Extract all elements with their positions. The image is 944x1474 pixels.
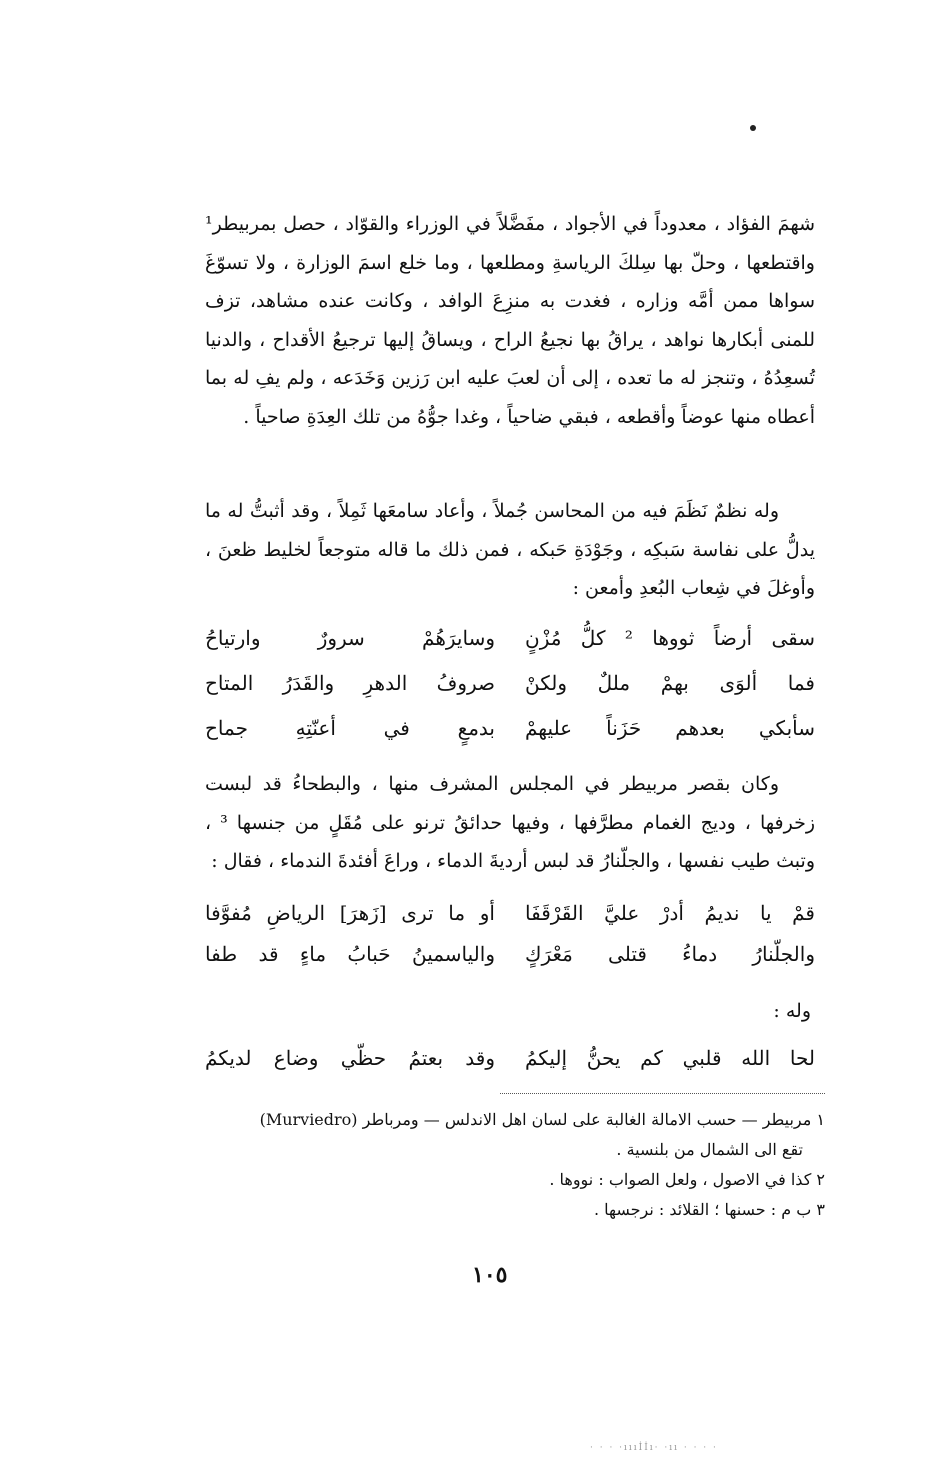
poem-1-verse-2 xyxy=(205,663,815,703)
hemistich-left: بدمعٍ في أعنّتِهِ جماح xyxy=(205,716,495,740)
paragraph-3-block xyxy=(205,765,815,881)
footnote-2: ٢ كذا في الاصول ، ولعل الصواب : نووها . xyxy=(549,1170,825,1189)
hemistich-left: وسايرَهُمْ سرورٌ وارتياحُ xyxy=(205,626,495,650)
hemistich-right: سأبكي بعدهم حَزَناً عليهمْ xyxy=(525,716,815,740)
poem-intro: وله : xyxy=(773,1000,811,1022)
hemistich-right: قمْ يا نديمُ أدرْ عليَّ القَرْقَفَا xyxy=(525,901,815,925)
page-number: ١٠٥ xyxy=(472,1262,508,1288)
hemistich-right: لحا الله قلبي كم يحنُّ إليكمُ xyxy=(525,1046,815,1070)
poem-1-verse-3 xyxy=(205,708,815,748)
poem-2-verse-1 xyxy=(205,893,815,933)
footnote-1: ١ مربيطر — حسب الامالة الغالبة على لسان اهل الاندلس — ومرباطر (Murviedro) xyxy=(259,1110,825,1129)
hemistich-left: أو ما ترى [زَهرَ] الرياضِ مُفوَّفا xyxy=(205,901,495,925)
footnote-1-continuation: تقع الى الشمال من بلنسية . xyxy=(616,1140,803,1159)
hemistich-left: صروفُ الدهرِ والقَدَرُ المتاح xyxy=(205,671,495,695)
paragraph-1-block xyxy=(205,205,815,436)
footnote-3: ٣ ب م : حسنها ؛ القلائد : نرجسها . xyxy=(593,1200,825,1219)
poem-1 xyxy=(205,618,815,748)
footnotes xyxy=(205,1105,825,1225)
paragraph-1: شهمَ الفؤاد ، معدوداً في الأجواد ، مفَضَّلاً في الوزراء والقوّاد ، حصل بمربيطر¹ واقتطعها ، وحلّ بها سِلكَ الرياسةِ ومطلعها ، وما خلع اسمَ الوزارة ، ولا تسوّغَ سواها ممن أمَّه وزاره ، فغدت به منزِعَ الوافد ، وكانت عنده مشاهد، تزف للمنى أبكارها نواهد ، يراقُ بها نجيعُ الراح ، ويساقُ إليها ترجيعُ الأقداح ، والدنيا تُسعِدُهُ ، وتنجز له ما تعده ، إلى أن لعبَ عليه ابن رَزين وَخَدَعه ، ولم يفِ له بما أعطاه منها عوضاً وأقطعه ، فبقي ضاحياً ، وغدا جوُّهُ من تلك العِدَةِ صاحياً . xyxy=(205,213,815,428)
poem-3 xyxy=(205,1038,815,1078)
hemistich-right: سقى أرضاً ثووها ² كلُّ مُزْنٍ xyxy=(525,626,815,650)
hemistich-right: والجلّنارُ دماءُ قتلى مَعْرَكٍ xyxy=(525,942,815,966)
paragraph-3: وكان بقصر مربيطر في المجلس المشرف منها ، والبطحاءُ قد لبست زخرفها ، وديج الغمام مطرَّفها ، وفيها حدائقُ ترنو على مُقَلٍ من جنسها ³ ، وتبث طيب نفسها ، والجلّنارُ قد لبس أرديةَ الدماء ، وراعَ أفئدةَ الندماء ، فقال : xyxy=(205,773,815,872)
poem-3-verse-1 xyxy=(205,1038,815,1078)
paragraph-2: وله نظمٌ نَظَمَ فيه من المحاسن جُملاً ، وأعاد سامعَها ثَمِلاً ، وقد أثبتُّ له ما يدلُّ على نفاسة سَبكِه ، وجَوْدَةِ حَبكه ، فمن ذلك ما قاله متوجعاً لخليط ظعنَ ، وأوغلَ في شِعاب البُعدِ وأمعن : xyxy=(205,500,815,599)
hemistich-left: والياسمينُ حَبابُ ماءٍ قد طفا xyxy=(205,942,495,966)
poem-2-verse-2 xyxy=(205,934,815,974)
scan-artifact: · · · ·ıııİİı· ·ıı · · · · xyxy=(590,1443,718,1453)
paragraph-2-block xyxy=(205,492,815,608)
hemistich-right: فما ألوَى بهمْ مللٌ ولكنْ xyxy=(525,671,815,695)
ink-dot xyxy=(750,125,756,131)
hemistich-left: وقد بعتمُ حظّي وضاع لديكمُ xyxy=(205,1046,495,1070)
footnote-divider xyxy=(500,1093,825,1094)
poem-1-verse-1 xyxy=(205,618,815,658)
poem-2 xyxy=(205,893,815,974)
